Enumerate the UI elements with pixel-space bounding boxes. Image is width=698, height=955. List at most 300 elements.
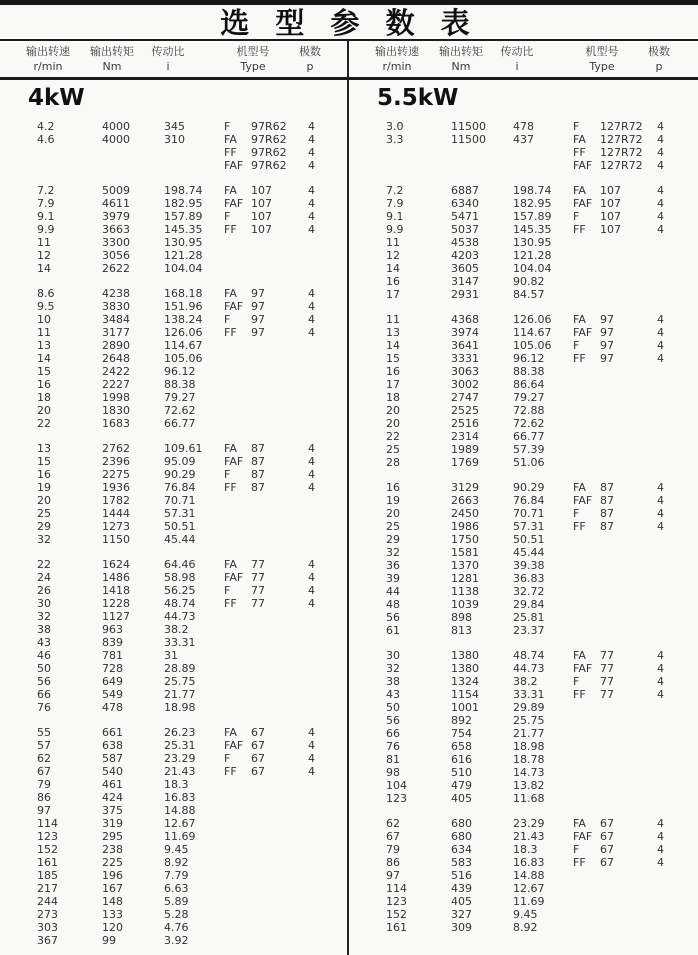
torque-value: 405 <box>451 792 472 805</box>
torque-value: 1324 <box>451 675 479 688</box>
torque-value: 2890 <box>102 339 130 352</box>
torque-value: 148 <box>102 895 123 908</box>
ratio-value: 437 <box>513 133 534 146</box>
table-row <box>349 184 698 197</box>
ratio-value: 90.29 <box>513 481 545 494</box>
ratio-value: 72.62 <box>164 404 196 417</box>
ratio-value: 44.73 <box>513 662 545 675</box>
poles-value <box>302 636 338 649</box>
type-model <box>251 804 302 817</box>
type-model <box>600 236 651 249</box>
type-model: 97R62 <box>251 133 287 146</box>
type-model <box>251 701 302 714</box>
torque-value: 1683 <box>102 417 130 430</box>
table-row <box>0 494 349 507</box>
table-row <box>0 391 349 404</box>
ratio-value: 345 <box>164 120 185 133</box>
type-prefix: F <box>224 584 231 597</box>
type-model <box>251 417 302 430</box>
poles-value <box>302 804 338 817</box>
table-row <box>349 662 698 675</box>
type-model: 77 <box>251 571 265 584</box>
poles-value: 4 <box>308 326 315 339</box>
type-model: 107 <box>600 197 621 210</box>
poles-value: 4 <box>657 843 664 856</box>
poles-value <box>302 856 338 869</box>
speed-value: 76 <box>386 740 400 753</box>
table-row <box>349 546 698 559</box>
ratio-value: 26.23 <box>164 726 196 739</box>
torque-value: 405 <box>451 895 472 908</box>
poles-value <box>651 727 687 740</box>
torque-value: 327 <box>451 908 472 921</box>
speed-value: 36 <box>386 559 400 572</box>
ratio-value: 21.77 <box>513 727 545 740</box>
speed-value: 29 <box>386 533 400 546</box>
speed-value: 66 <box>386 727 400 740</box>
type-model <box>251 934 302 947</box>
poles-value <box>651 572 687 585</box>
ratio-value: 96.12 <box>513 352 545 365</box>
type-prefix <box>224 843 251 856</box>
poles-value: 4 <box>308 739 315 752</box>
table-row <box>349 585 698 598</box>
type-prefix: F <box>224 313 231 326</box>
ratio-value: 18.98 <box>164 701 196 714</box>
type-model <box>251 895 302 908</box>
ratio-value: 130.95 <box>164 236 203 249</box>
torque-value: 1150 <box>102 533 130 546</box>
torque-value: 813 <box>451 624 472 637</box>
poles-value: 4 <box>657 481 664 494</box>
type-prefix: FAF <box>224 571 244 584</box>
speed-value: 4.6 <box>37 133 55 146</box>
table-row <box>349 714 698 727</box>
type-model: 97 <box>251 326 265 339</box>
poles-value: 4 <box>657 210 664 223</box>
ratio-value: 198.74 <box>164 184 203 197</box>
poles-value <box>302 778 338 791</box>
speed-value: 67 <box>37 765 51 778</box>
type-model: 107 <box>251 223 272 236</box>
type-model: 67 <box>600 830 614 843</box>
type-prefix <box>224 262 251 275</box>
ratio-value: 48.74 <box>513 649 545 662</box>
poles-value: 4 <box>657 662 664 675</box>
poles-value <box>302 791 338 804</box>
torque-value: 516 <box>451 869 472 882</box>
speed-value: 38 <box>37 623 51 636</box>
poles-value: 4 <box>308 197 315 210</box>
poles-value <box>651 908 687 921</box>
type-model <box>251 352 302 365</box>
poles-value: 4 <box>308 481 315 494</box>
speed-value: 217 <box>37 882 58 895</box>
type-model <box>251 675 302 688</box>
type-prefix <box>573 598 600 611</box>
table-row <box>349 249 698 262</box>
type-model <box>600 275 651 288</box>
table-row <box>0 623 349 636</box>
type-model: 77 <box>600 688 614 701</box>
type-prefix <box>573 546 600 559</box>
torque-value: 2762 <box>102 442 130 455</box>
ratio-value: 105.06 <box>164 352 203 365</box>
torque-value: 167 <box>102 882 123 895</box>
type-prefix <box>224 778 251 791</box>
table-row <box>0 843 349 856</box>
speed-value: 8.6 <box>37 287 55 300</box>
row-group <box>349 817 698 934</box>
poles-value <box>302 662 338 675</box>
torque-value: 649 <box>102 675 123 688</box>
type-model <box>600 365 651 378</box>
poles-value <box>651 882 687 895</box>
ratio-value: 38.2 <box>513 675 538 688</box>
section-power-label: 5.5kW <box>377 85 459 111</box>
type-model: 127R72 <box>600 133 643 146</box>
poles-value <box>651 365 687 378</box>
ratio-value: 109.61 <box>164 442 203 455</box>
type-prefix <box>573 792 600 805</box>
type-model: 67 <box>600 817 614 830</box>
poles-value <box>651 624 687 637</box>
type-model <box>600 869 651 882</box>
type-model <box>600 714 651 727</box>
table-row <box>349 417 698 430</box>
type-model: 77 <box>251 597 265 610</box>
type-model <box>251 391 302 404</box>
type-model <box>600 430 651 443</box>
speed-value: 32 <box>386 662 400 675</box>
ratio-value: 9.45 <box>164 843 189 856</box>
type-prefix <box>224 404 251 417</box>
ratio-value: 57.31 <box>513 520 545 533</box>
type-model <box>600 598 651 611</box>
type-prefix: F <box>224 210 231 223</box>
type-model <box>600 417 651 430</box>
torque-value: 2663 <box>451 494 479 507</box>
column-header-type: 机型号 Type <box>585 45 619 73</box>
ratio-value: 478 <box>513 120 534 133</box>
type-model <box>600 624 651 637</box>
type-prefix <box>224 249 251 262</box>
type-prefix <box>573 262 600 275</box>
poles-value: 4 <box>308 455 315 468</box>
torque-value: 540 <box>102 765 123 778</box>
table-row <box>349 921 698 934</box>
type-prefix <box>573 275 600 288</box>
speed-value: 114 <box>37 817 58 830</box>
ratio-value: 121.28 <box>164 249 203 262</box>
speed-value: 26 <box>37 584 51 597</box>
type-prefix <box>573 908 600 921</box>
type-model <box>600 701 651 714</box>
table-row <box>0 895 349 908</box>
ratio-value: 90.82 <box>513 275 545 288</box>
ratio-value: 126.06 <box>164 326 203 339</box>
table-row <box>349 611 698 624</box>
torque-value: 898 <box>451 611 472 624</box>
speed-value: 17 <box>386 288 400 301</box>
type-model <box>251 843 302 856</box>
poles-value <box>651 378 687 391</box>
type-model: 87 <box>251 442 265 455</box>
speed-value: 38 <box>386 675 400 688</box>
ratio-value: 14.73 <box>513 766 545 779</box>
table-row <box>0 571 349 584</box>
speed-value: 62 <box>37 752 51 765</box>
torque-value: 4238 <box>102 287 130 300</box>
type-model: 67 <box>251 739 265 752</box>
type-model <box>600 792 651 805</box>
table-body <box>0 80 698 947</box>
torque-value: 781 <box>102 649 123 662</box>
type-model <box>600 249 651 262</box>
speed-value: 22 <box>37 417 51 430</box>
torque-value: 1936 <box>102 481 130 494</box>
type-model <box>251 507 302 520</box>
torque-value: 3641 <box>451 339 479 352</box>
poles-value <box>302 339 338 352</box>
table-row <box>349 843 698 856</box>
table-row <box>349 236 698 249</box>
table-row <box>0 481 349 494</box>
torque-value: 319 <box>102 817 123 830</box>
column-header-ratio: 传动比 i <box>500 45 534 73</box>
type-model <box>251 339 302 352</box>
ratio-value: 36.83 <box>513 572 545 585</box>
table-row <box>0 662 349 675</box>
type-model: 77 <box>251 584 265 597</box>
type-prefix: FAF <box>573 159 593 172</box>
type-prefix: FA <box>573 481 586 494</box>
poles-value <box>302 675 338 688</box>
table-row <box>0 120 349 133</box>
ratio-value: 114.67 <box>164 339 203 352</box>
type-model <box>251 249 302 262</box>
torque-value: 2314 <box>451 430 479 443</box>
torque-value: 839 <box>102 636 123 649</box>
speed-value: 123 <box>37 830 58 843</box>
type-prefix: FF <box>224 326 237 339</box>
poles-value <box>302 533 338 546</box>
ratio-value: 16.83 <box>513 856 545 869</box>
table-row <box>0 804 349 817</box>
table-row <box>0 533 349 546</box>
type-prefix <box>573 417 600 430</box>
speed-value: 16 <box>386 275 400 288</box>
torque-value: 3129 <box>451 481 479 494</box>
type-model <box>600 456 651 469</box>
row-group <box>349 649 698 805</box>
ratio-value: 4.76 <box>164 921 189 934</box>
torque-value: 1750 <box>451 533 479 546</box>
poles-value <box>302 610 338 623</box>
type-prefix <box>224 869 251 882</box>
torque-value: 295 <box>102 830 123 843</box>
table-row <box>349 210 698 223</box>
type-prefix: FF <box>573 856 586 869</box>
speed-value: 11 <box>386 236 400 249</box>
torque-value: 478 <box>102 701 123 714</box>
torque-value: 2931 <box>451 288 479 301</box>
speed-value: 13 <box>386 326 400 339</box>
ratio-value: 151.96 <box>164 300 203 313</box>
torque-value: 1370 <box>451 559 479 572</box>
table-row <box>0 778 349 791</box>
poles-value <box>651 430 687 443</box>
table-row <box>349 598 698 611</box>
table-row <box>349 792 698 805</box>
torque-value <box>451 159 513 172</box>
ratio-value: 88.38 <box>513 365 545 378</box>
speed-value: 19 <box>386 494 400 507</box>
speed-value: 19 <box>37 481 51 494</box>
type-model: 77 <box>600 675 614 688</box>
ratio-value: 31 <box>164 649 178 662</box>
type-model <box>251 365 302 378</box>
poles-value <box>651 236 687 249</box>
poles-value: 4 <box>308 752 315 765</box>
torque-value: 4611 <box>102 197 130 210</box>
type-model: 107 <box>600 210 621 223</box>
type-model <box>600 740 651 753</box>
ratio-value: 32.72 <box>513 585 545 598</box>
column-header-poles: 极数 p <box>299 45 321 73</box>
table-row <box>349 624 698 637</box>
speed-value: 22 <box>386 430 400 443</box>
speed-value: 185 <box>37 869 58 882</box>
poles-value: 4 <box>657 856 664 869</box>
type-prefix: FAF <box>573 830 593 843</box>
type-prefix <box>573 585 600 598</box>
type-prefix <box>224 649 251 662</box>
poles-value: 4 <box>657 339 664 352</box>
torque-value: 1380 <box>451 649 479 662</box>
speed-value: 25 <box>37 507 51 520</box>
poles-value <box>302 365 338 378</box>
table-row <box>349 339 698 352</box>
speed-value: 25 <box>386 443 400 456</box>
type-prefix <box>573 882 600 895</box>
table-row <box>349 326 698 339</box>
table-row <box>349 740 698 753</box>
speed-value: 22 <box>37 558 51 571</box>
type-model <box>251 921 302 934</box>
section-4kw <box>0 80 349 947</box>
type-prefix <box>224 688 251 701</box>
ratio-value: 70.71 <box>513 507 545 520</box>
ratio-value: 58.98 <box>164 571 196 584</box>
poles-value <box>302 895 338 908</box>
speed-value <box>37 146 102 159</box>
poles-value: 4 <box>657 520 664 533</box>
speed-value: 28 <box>386 456 400 469</box>
type-model: 107 <box>600 184 621 197</box>
ratio-value: 6.63 <box>164 882 189 895</box>
column-header-type: 机型号 Type <box>236 45 270 73</box>
type-prefix: FAF <box>224 739 244 752</box>
ratio-value: 11.69 <box>513 895 545 908</box>
ratio-value: 126.06 <box>513 313 552 326</box>
speed-value: 61 <box>386 624 400 637</box>
type-prefix <box>224 417 251 430</box>
speed-value: 44 <box>386 585 400 598</box>
type-model <box>251 533 302 546</box>
type-model: 107 <box>600 223 621 236</box>
torque-value: 3830 <box>102 300 130 313</box>
type-model: 107 <box>251 197 272 210</box>
speed-value: 3.3 <box>386 133 404 146</box>
speed-value: 30 <box>386 649 400 662</box>
ratio-value: 3.92 <box>164 934 189 947</box>
poles-value <box>651 262 687 275</box>
torque-value: 439 <box>451 882 472 895</box>
poles-value <box>651 275 687 288</box>
type-prefix: FF <box>224 223 237 236</box>
ratio-value: 5.28 <box>164 908 189 921</box>
ratio-value: 66.77 <box>164 417 196 430</box>
type-model <box>600 921 651 934</box>
table-row <box>0 249 349 262</box>
type-prefix <box>224 236 251 249</box>
speed-value: 16 <box>386 481 400 494</box>
type-model: 77 <box>251 558 265 571</box>
poles-value: 4 <box>308 558 315 571</box>
poles-value <box>302 843 338 856</box>
type-model <box>251 623 302 636</box>
torque-value: 3331 <box>451 352 479 365</box>
torque-value: 587 <box>102 752 123 765</box>
type-model <box>600 585 651 598</box>
poles-value: 4 <box>657 184 664 197</box>
torque-value: 4000 <box>102 120 130 133</box>
type-prefix <box>573 714 600 727</box>
type-model: 77 <box>600 662 614 675</box>
table-row <box>349 869 698 882</box>
torque-value: 5037 <box>451 223 479 236</box>
table-row <box>349 675 698 688</box>
ratio-value: 145.35 <box>513 223 552 236</box>
row-group <box>349 120 698 172</box>
poles-value: 4 <box>308 300 315 313</box>
ratio-value: 90.29 <box>164 468 196 481</box>
table-row <box>349 262 698 275</box>
torque-value: 661 <box>102 726 123 739</box>
poles-value <box>651 443 687 456</box>
torque-value: 754 <box>451 727 472 740</box>
torque-value: 2516 <box>451 417 479 430</box>
type-model: 97R62 <box>251 146 287 159</box>
torque-value: 2275 <box>102 468 130 481</box>
type-model: 97 <box>600 339 614 352</box>
speed-value: 81 <box>386 753 400 766</box>
speed-value: 50 <box>386 701 400 714</box>
type-prefix: FF <box>573 520 586 533</box>
table-row <box>0 468 349 481</box>
torque-value: 3177 <box>102 326 130 339</box>
table-row <box>0 184 349 197</box>
type-prefix: F <box>573 843 580 856</box>
poles-value <box>302 249 338 262</box>
type-prefix: FA <box>224 442 237 455</box>
table-row <box>0 856 349 869</box>
speed-value: 4.2 <box>37 120 55 133</box>
type-model <box>600 559 651 572</box>
speed-value: 97 <box>386 869 400 882</box>
speed-value: 20 <box>386 417 400 430</box>
